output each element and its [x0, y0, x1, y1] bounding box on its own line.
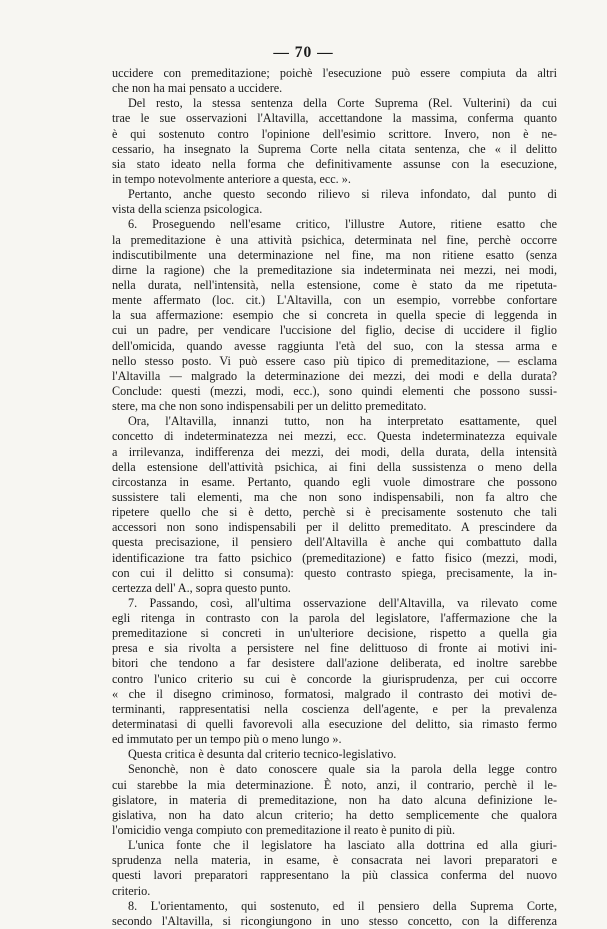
text-line: uccidere con premeditazione; poichè l'esecuzione può essere compiuta da altri	[112, 66, 557, 80]
text-line: nello stesso posto. Vi può essere caso più tipico di premeditazione, — esclama	[112, 353, 557, 368]
text-line: identificazione tra fatto psichico (premeditazione) e fatto fisico (mezzi, modi,	[112, 550, 557, 565]
text-line: è qui sostenuto contro l'opinione dell'esimio scrittore. Invero, non è ne-	[112, 126, 557, 141]
text-line: l'omicidio venga compiuto con premeditazione il reato è punito di più.	[112, 823, 456, 838]
text-line: gislatore, in materia di premeditazione, non ha dato alcuna definizione le-	[112, 792, 557, 807]
text-line: in tempo notevolmente anteriore a questa, ecc. ».	[112, 171, 351, 186]
text-line: questi lavori preparatori rappresentano la più classica conferma del nuovo	[112, 868, 557, 883]
text-line: questa precisazione, il pensiero dell'Altavilla è anche qui combattuto dalla	[112, 535, 557, 550]
text-line: L'unica fonte che il legislatore ha lasciato alla dottrina ed alla giuri-	[128, 838, 557, 853]
text-line: indiscutibilmente una determinazione nel fine, ma non ritiene esatto (senza	[112, 247, 557, 262]
text-line: dirne la ragione) che la premeditazione sia indeterminata nei mezzi, nei modi,	[112, 262, 557, 277]
text-line: Pertanto, anche questo secondo rilievo si rileva infondato, dal punto di	[128, 187, 557, 202]
text-line: secondo l'Altavilla, si ricongiungono in uno stesso concetto, con la differenza	[112, 913, 557, 928]
text-line: la sua affermazione: esempio che si concreta in quella specie di leggenda in	[112, 308, 557, 323]
text-line: gislativa, non ha dato alcun criterio; ha detto semplicemente che qualora	[112, 807, 557, 822]
text-line: sussistere tali elementi, ma che non sono indispensabili, non fa altro che	[112, 489, 557, 504]
text-line: ripetere quello che si è detto, perchè si è precisamente sostenuto che tali	[112, 505, 557, 520]
text-line: cui un padre, per vendicare l'uccisione del figlio, decise di uccidere il figlio	[112, 323, 557, 338]
page-number: — 70 —	[273, 44, 334, 61]
text-line: presa e sia rivolta a persistere nel fine delittuoso di fronte ai motivi ini-	[112, 641, 557, 656]
text-line: vista della scienza psicologica.	[112, 202, 263, 217]
text-line: concetto di indeterminatezza nei mezzi, ecc. Questa indeterminatezza equivale	[112, 429, 557, 444]
text-line: ed immutato per un tempo più o meno lungo ».	[112, 732, 342, 747]
text-line: bitori che tendono a far desistere dall'azione deliberata, ed inoltre sarebbe	[112, 656, 557, 671]
text-line: l'Altavilla — malgrado la determinazione dei mezzi, dei modi e della durata?	[112, 368, 557, 383]
text-line: mente affermato (loc. cit.) L'Altavilla, con un esempio, vorrebbe confortare	[112, 293, 557, 308]
text-line: stere, ma che non sono indispensabili per un delitto premeditato.	[112, 399, 427, 414]
text-line: determinatasi di quelli favorevoli alla esecuzione del delitto, sia rimasto fermo	[112, 717, 557, 732]
text-line: Questa critica è desunta dal criterio tecnico-legislativo.	[128, 747, 397, 762]
text-line: che non ha mai pensato a uccidere.	[112, 81, 283, 96]
text-line: 6. Proseguendo nell'esame critico, l'illustre Autore, ritiene esatto che	[128, 217, 557, 232]
text-line: dell'omicida, quando avesse raggiunta l'età del suo, con la stessa arma e	[112, 338, 557, 353]
text-line: nella durata, nell'intensità, nella estensione, come è stato da me ripetuta-	[112, 277, 557, 292]
text-line: contro l'unico criterio su cui è concorde la giurisprudenza, per cui occorre	[112, 671, 557, 686]
text-line: Del resto, la stessa sentenza della Corte Suprema (Rel. Vulterini) da cui	[128, 96, 557, 111]
text-line: certezza dell' A., sopra questo punto.	[112, 580, 291, 595]
text-line: 7. Passando, così, all'ultima osservazione dell'Altavilla, va rilevato come	[128, 595, 557, 610]
text-line: cui starebbe la mia determinazione. È noto, anzi, il contrario, perchè il le-	[112, 777, 557, 792]
text-line: Conclude: questi (mezzi, modi, ecc.), sono quindi elementi che possono sussi-	[112, 383, 557, 398]
text-line: criterio.	[112, 883, 151, 898]
text-line: egli ritenga in contrasto con la parola del legislatore, l'affermazione che la	[112, 611, 557, 626]
text-line: a irrilevanza, indifferenza dei mezzi, dei modi, della durata, della intensità	[112, 444, 557, 459]
text-line: sprudenza nella materia, in esame, è consacrata nei lavori preparatori e	[112, 853, 557, 868]
text-line: terminanti, rappresentatisi nella coscienza dell'agente, e per la prevalenza	[112, 701, 557, 716]
text-line: premeditazione si concreti in un'ulteriore decisione, rispetto a quella gia	[112, 626, 557, 641]
text-line: della estensione dell'attività psichica, ai fini della sussistenza o meno della	[112, 459, 557, 474]
text-line: 8. L'orientamento, qui sostenuto, ed il pensiero della Suprema Corte,	[128, 898, 557, 913]
text-line: la premeditazione è una attività psichica, determinata nel fine, perchè occorre	[112, 232, 557, 247]
text-line: cessario, ha insegnato la Suprema Corte nella citata sentenza, che « il delitto	[112, 141, 557, 156]
text-line: trae le sue osservazioni l'Altavilla, accettandone la massima, conferma quanto	[112, 111, 557, 126]
text-line: con cui il delitto si consuma): questo contrasto spiega, precisamente, la in-	[112, 565, 557, 580]
text-line: Senonchè, non è dato conoscere quale sia la parola della legge contro	[128, 762, 557, 777]
body-text	[112, 66, 557, 929]
text-line: accessori non sono indispensabili per il delitto premeditato. A prescindere da	[112, 520, 557, 535]
text-line: Ora, l'Altavilla, innanzi tutto, non ha interpretato esattamente, quel	[128, 414, 557, 429]
text-line: circostanza in esame. Pertanto, quando egli vuole dimostrare che possono	[112, 474, 557, 489]
text-line: « che il disegno criminoso, formatosi, malgrado il contrasto dei motivi de-	[112, 686, 557, 701]
text-line: sia stato ideato nella forma che definitivamente assunse con la esecuzione,	[112, 156, 557, 171]
